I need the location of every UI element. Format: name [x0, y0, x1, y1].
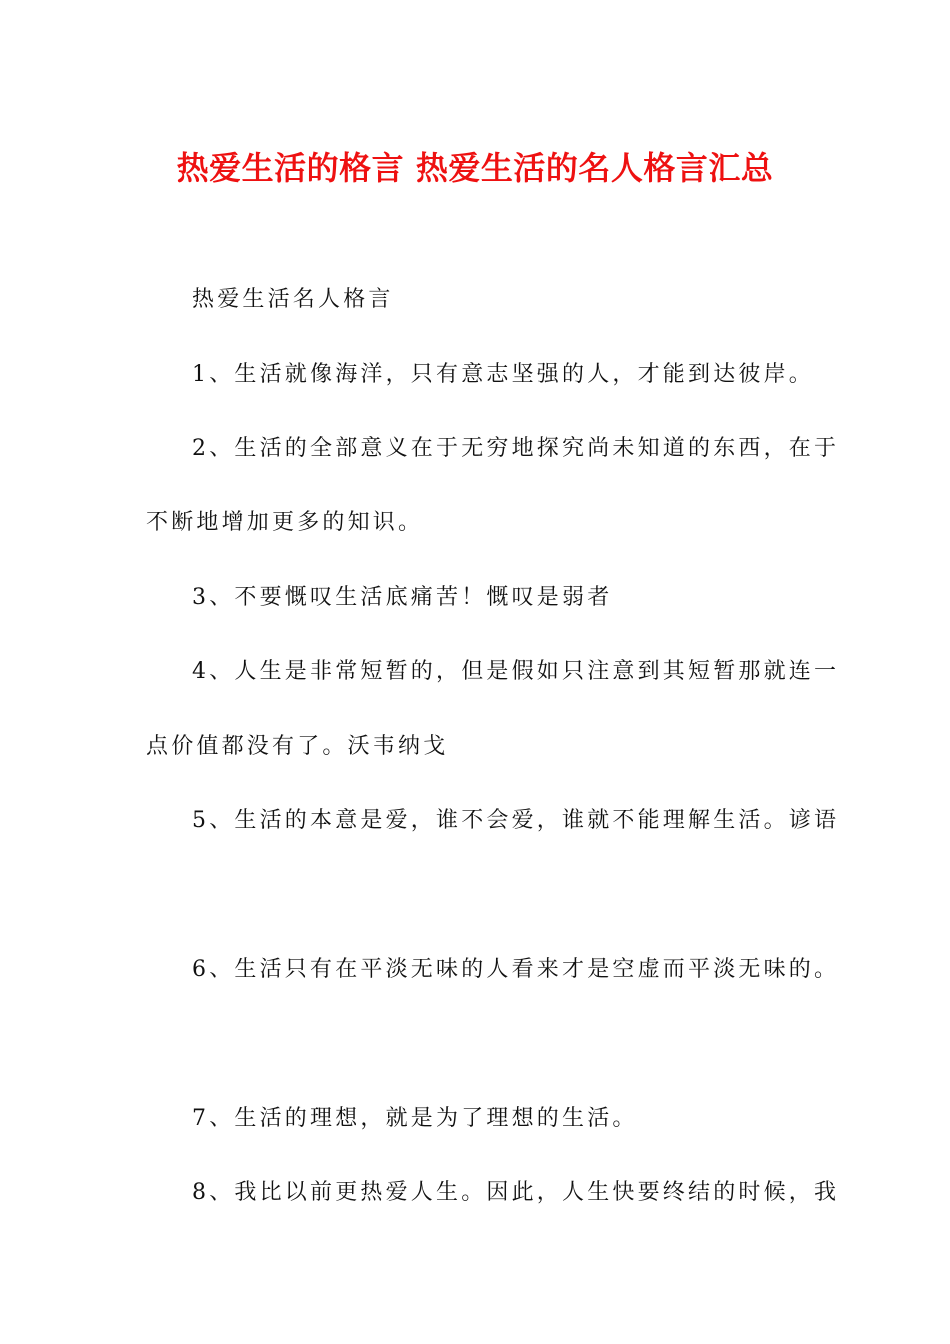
quote-line-continuation: 点价值都没有了。沃韦纳戈 — [146, 734, 449, 759]
quote-line: 5、生活的本意是爱，谁不会爱，谁就不能理解生活。谚语 — [192, 808, 840, 833]
quote-line: 7、生活的理想，就是为了理想的生活。 — [192, 1106, 638, 1131]
quote-line: 1、生活就像海洋，只有意志坚强的人，才能到达彼岸。 — [192, 362, 814, 387]
quote-line: 6、生活只有在平淡无味的人看来才是空虚而平淡无味的。 — [192, 957, 840, 982]
section-heading: 热爱生活名人格言 — [192, 287, 394, 312]
quote-line: 3、不要慨叹生活底痛苦！慨叹是弱者 — [192, 585, 613, 610]
quote-line: 4、人生是非常短暂的，但是假如只注意到其短暂那就连一 — [192, 659, 840, 684]
document-title: 热爱生活的格言 热爱生活的名人格言汇总 — [176, 149, 774, 187]
quote-line-continuation: 不断地增加更多的知识。 — [146, 510, 424, 535]
quote-line: 2、生活的全部意义在于无穷地探究尚未知道的东西，在于 — [192, 436, 840, 461]
quote-line: 8、我比以前更热爱人生。因此，人生快要终结的时候，我 — [192, 1180, 840, 1205]
